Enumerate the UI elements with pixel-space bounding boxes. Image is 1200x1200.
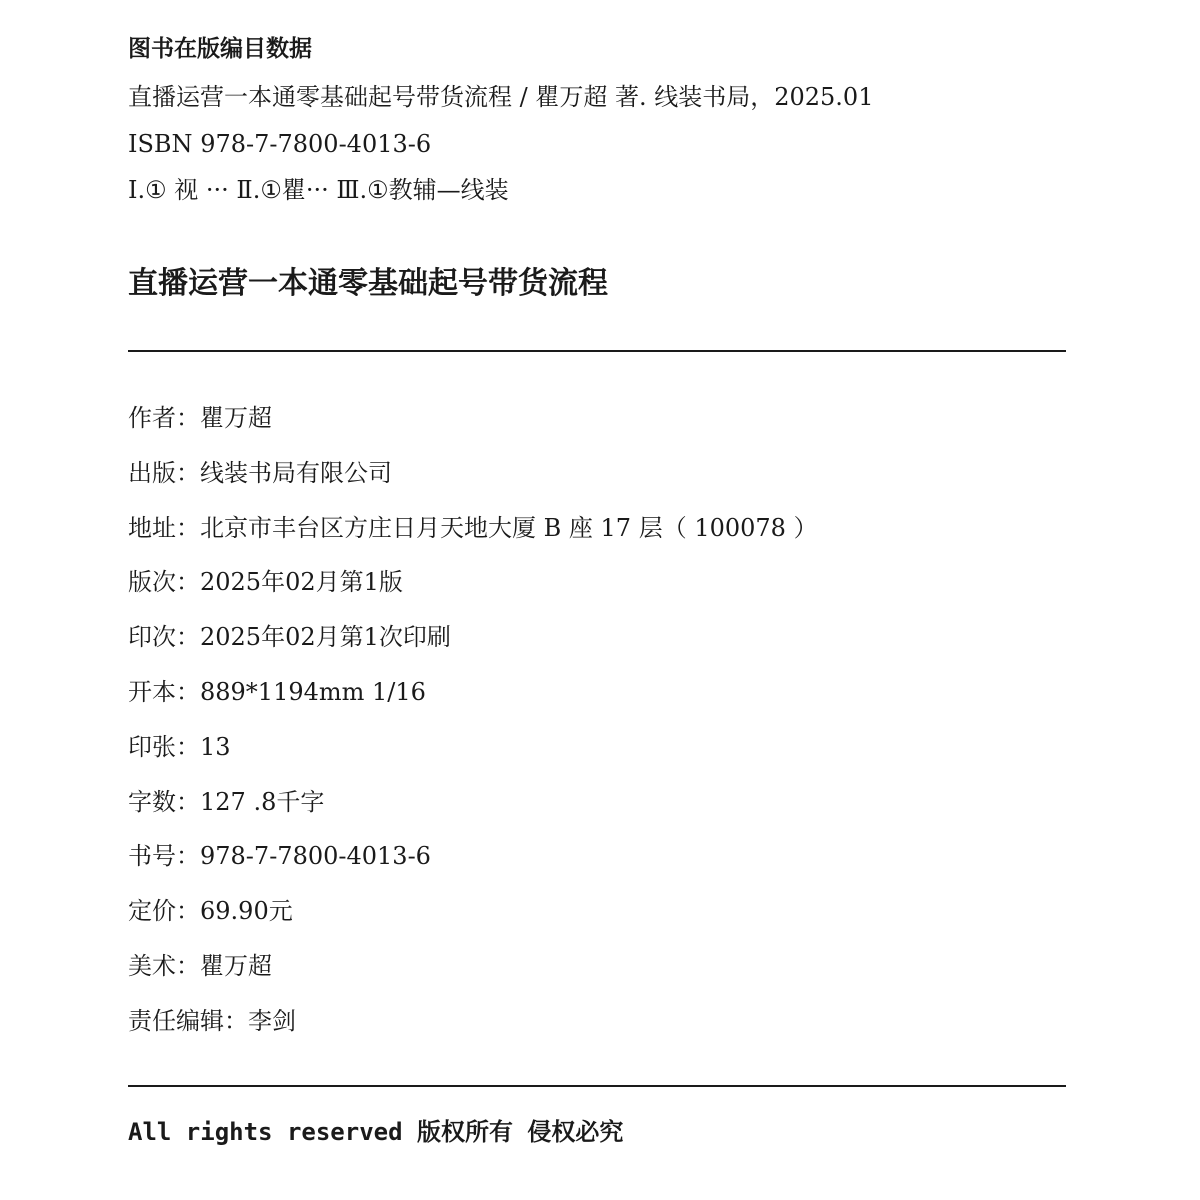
cip-isbn-line: ISBN 978-7-7800-4013-6 — [128, 130, 432, 158]
detail-row-printing — [128, 619, 1066, 674]
divider-bottom — [128, 1085, 1066, 1087]
divider-top — [128, 350, 1066, 352]
detail-row-publisher — [128, 455, 1066, 510]
detail-value: 2025年02月第1次印刷 — [200, 623, 451, 652]
publication-details — [128, 400, 1066, 1058]
book-title: 直播运营一本通零基础起号带货流程 — [128, 266, 608, 301]
detail-value: 69.90元 — [200, 897, 293, 926]
detail-value: 2025年02月第1版 — [200, 568, 403, 597]
copyright-notice: All rights reserved 版权所有 侵权必究 — [128, 1118, 624, 1146]
detail-value: 瞿万超 — [200, 404, 272, 432]
detail-label: 责任编辑： — [128, 1006, 248, 1035]
detail-value: 李剑 — [248, 1006, 296, 1035]
detail-value: 线装书局有限公司 — [200, 458, 392, 487]
detail-label: 出版： — [128, 458, 200, 487]
detail-row-sheets — [128, 729, 1066, 784]
detail-label: 定价： — [128, 897, 200, 926]
detail-row-art — [128, 948, 1066, 1003]
detail-label: 印张： — [128, 732, 200, 761]
detail-row-author — [128, 400, 1066, 455]
cip-heading: 图书在版编目数据 — [128, 36, 312, 62]
detail-label: 美术： — [128, 951, 200, 980]
detail-value: 127 .8千字 — [200, 787, 325, 816]
detail-value: 瞿万超 — [200, 951, 272, 980]
detail-row-price — [128, 893, 1066, 948]
detail-label: 地址： — [128, 513, 200, 542]
detail-row-address — [128, 510, 1066, 565]
detail-label: 开本： — [128, 677, 200, 706]
detail-label: 书号： — [128, 842, 200, 871]
detail-row-format — [128, 674, 1066, 729]
detail-value: 889*1194mm 1/16 — [200, 677, 426, 706]
detail-value: 13 — [200, 732, 231, 761]
detail-label: 版次： — [128, 568, 200, 597]
detail-label: 印次： — [128, 623, 200, 652]
detail-value: 978-7-7800-4013-6 — [200, 842, 431, 871]
detail-label: 作者： — [128, 404, 200, 432]
detail-row-edition — [128, 564, 1066, 619]
cip-bibliographic-line: 直播运营一本通零基础起号带货流程 / 瞿万超 著. 线装书局，2025.01 — [128, 83, 874, 111]
cip-classification-line: I.① 视 ··· Ⅱ.①瞿··· Ⅲ.①教辅—线装 — [128, 176, 509, 204]
detail-value: 北京市丰台区方庄日月天地大厦 B 座 17 层（ 100078 ） — [200, 513, 818, 542]
detail-row-word-count — [128, 784, 1066, 839]
detail-row-book-number — [128, 838, 1066, 893]
detail-row-editor — [128, 1003, 1066, 1058]
detail-label: 字数： — [128, 787, 200, 816]
